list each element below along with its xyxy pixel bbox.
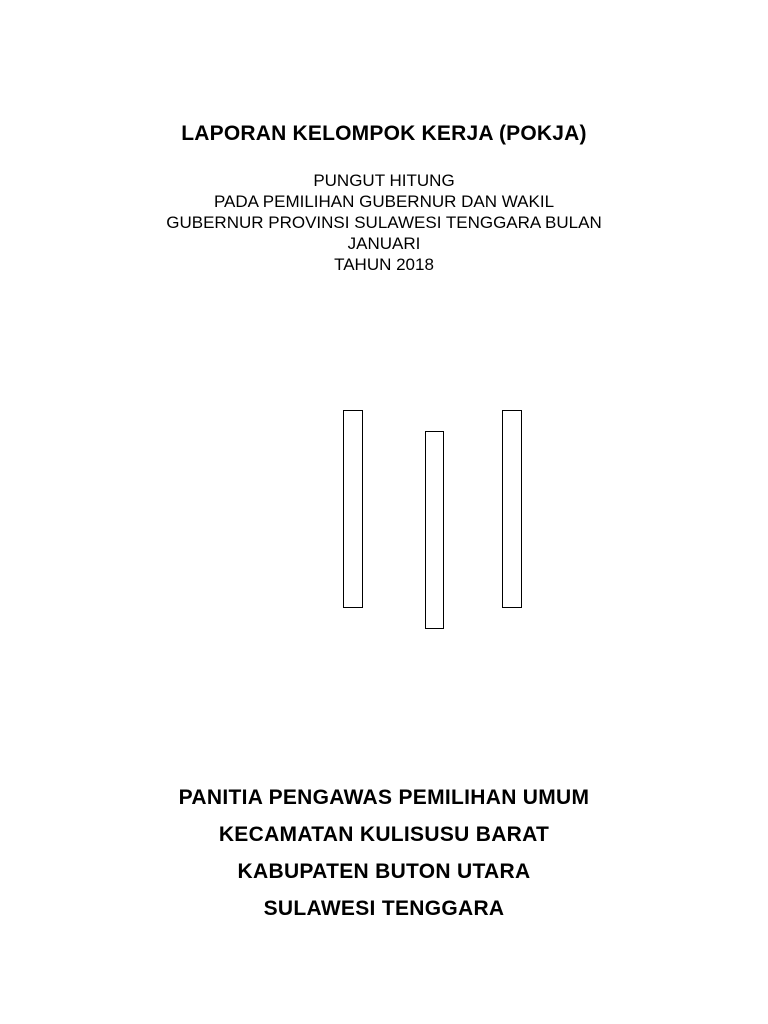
subtitle-line-1: PUNGUT HITUNG — [313, 171, 455, 190]
subtitle-line-3: GUBERNUR PROVINSI SULAWESI TENGGARA BULAN — [166, 213, 602, 232]
institution-line-1: PANITIA PENGAWAS PEMILIHAN UMUM — [178, 786, 590, 809]
report-title: LAPORAN KELOMPOK KERJA (POKJA) — [181, 122, 587, 145]
report-subtitle — [0, 170, 768, 275]
institution-line-2: KECAMATAN KULISUSU BARAT — [218, 823, 550, 846]
institution-line-4: SULAWESI TENGGARA — [263, 897, 505, 920]
logo-placeholder-bar-middle — [425, 431, 444, 629]
logo-placeholder-bar-left — [343, 410, 363, 608]
institution-line-3: KABUPATEN BUTON UTARA — [237, 860, 531, 883]
subtitle-line-2: PADA PEMILIHAN GUBERNUR DAN WAKIL — [213, 192, 555, 211]
subtitle-line-5: TAHUN 2018 — [334, 255, 434, 274]
logo-placeholder-bar-right — [502, 410, 522, 608]
institution-block — [0, 779, 768, 927]
subtitle-line-4: JANUARI — [347, 234, 421, 253]
